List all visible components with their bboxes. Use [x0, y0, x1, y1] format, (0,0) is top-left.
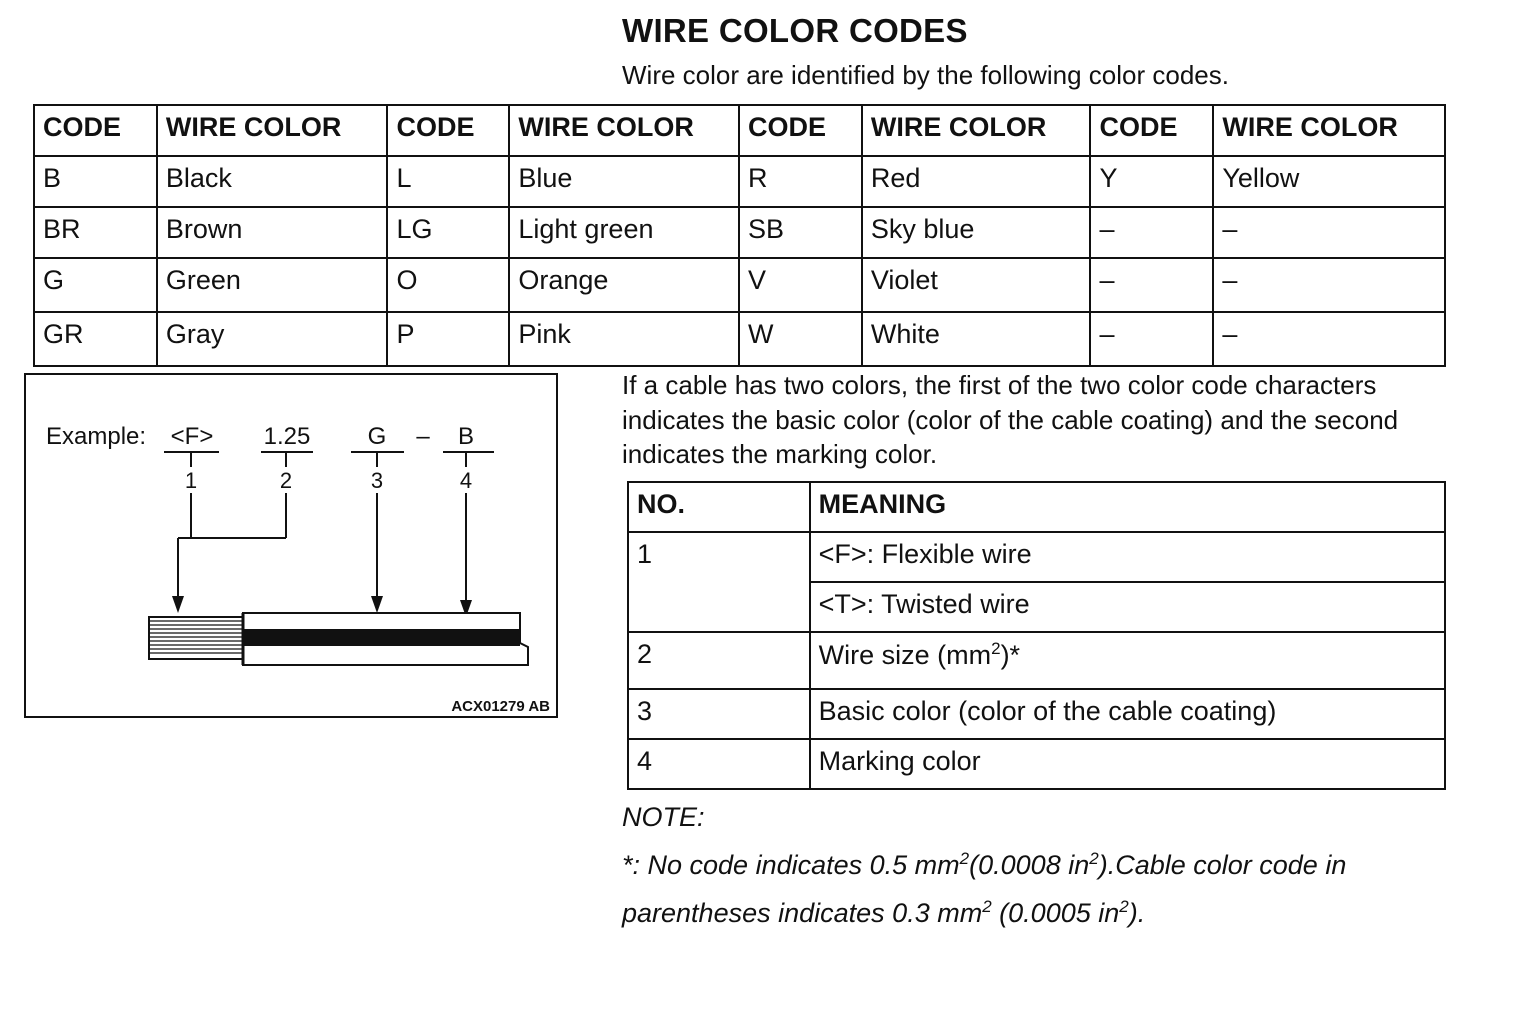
table-cell: – [1213, 207, 1445, 258]
note-line [622, 886, 1346, 934]
table-cell: <T>: Twisted wire [810, 582, 1445, 632]
table-cell: Yellow [1213, 156, 1445, 207]
header-cell: CODE [387, 105, 509, 156]
table-cell: – [1090, 258, 1213, 312]
note-text: ).Cable color code in [1098, 850, 1347, 880]
table-row [34, 207, 1445, 258]
table-cell: – [1213, 312, 1445, 366]
example-part-dash: – [416, 423, 430, 450]
header-cell: CODE [739, 105, 862, 156]
table-row [628, 632, 1445, 689]
table-row [628, 532, 1445, 582]
table-row [34, 312, 1445, 366]
table-header-row [34, 105, 1445, 156]
example-part-flexible: <F> [170, 423, 214, 450]
table-cell: G [34, 258, 157, 312]
header-cell: WIRE COLOR [157, 105, 388, 156]
wire-diagram [26, 375, 560, 720]
superscript: 2 [959, 849, 970, 868]
header-cell: WIRE COLOR [1213, 105, 1445, 156]
table-cell: B [34, 156, 157, 207]
superscript: 2 [1089, 849, 1099, 868]
superscript: 2 [982, 897, 992, 916]
example-part-basic-color: G [367, 423, 387, 450]
callout-number: 1 [184, 468, 198, 493]
page-subtitle: Wire color are identified by the following color codes. [622, 60, 1229, 90]
superscript: 2 [1119, 897, 1129, 916]
table-row [34, 258, 1445, 312]
table-cell: V [739, 258, 862, 312]
table-cell: Green [157, 258, 388, 312]
table-row [628, 739, 1445, 789]
table-row [34, 156, 1445, 207]
header-cell: CODE [34, 105, 157, 156]
wire-illustration [149, 613, 528, 665]
table-cell: LG [387, 207, 509, 258]
wire-example-figure [24, 373, 558, 718]
table-cell: Violet [862, 258, 1091, 312]
figure-code: ACX01279 AB [451, 698, 550, 715]
note-heading: NOTE: [622, 802, 705, 832]
table-cell: Black [157, 156, 388, 207]
table-cell: – [1213, 258, 1445, 312]
table-cell: GR [34, 312, 157, 366]
header-cell: WIRE COLOR [509, 105, 739, 156]
table-cell: Marking color [810, 739, 1445, 789]
table-cell: Sky blue [862, 207, 1091, 258]
table-cell: L [387, 156, 509, 207]
table-cell: <F>: Flexible wire [810, 532, 1445, 582]
code-meaning-table [627, 481, 1446, 790]
note-text: (0.0005 in [991, 898, 1120, 928]
table-cell: Gray [157, 312, 388, 366]
table-cell: O [387, 258, 509, 312]
table-cell: W [739, 312, 862, 366]
table-cell: Y [1090, 156, 1213, 207]
table-cell: SB [739, 207, 862, 258]
table-cell: Light green [509, 207, 739, 258]
table-cell: BR [34, 207, 157, 258]
header-cell: MEANING [810, 482, 1445, 532]
example-part-size: 1.25 [263, 423, 311, 450]
table-cell: Basic color (color of the cable coating) [810, 689, 1445, 739]
table-cell [810, 632, 1445, 689]
table-cell: Pink [509, 312, 739, 366]
table-header-row [628, 482, 1445, 532]
table-cell: – [1090, 207, 1213, 258]
arrow-head [172, 596, 184, 613]
note-text: parentheses indicates 0.3 mm [622, 898, 983, 928]
wire-color-code-table [33, 104, 1446, 367]
note-text: (0.0008 in [969, 850, 1090, 880]
note-text: *: No code indicates 0.5 mm [622, 850, 960, 880]
page-title: WIRE COLOR CODES [622, 12, 968, 49]
table-cell: P [387, 312, 509, 366]
example-part-marking-color: B [457, 423, 475, 450]
example-label: Example: [46, 423, 147, 450]
two-color-explanation: If a cable has two colors, the first of the two color code characters indicates the basic color (color of the cable coating) and the second indicates the marking color. [622, 370, 1399, 469]
table-cell: R [739, 156, 862, 207]
table-cell: Blue [509, 156, 739, 207]
note-block [622, 796, 1346, 934]
table-cell: – [1090, 312, 1213, 366]
table-cell: 4 [628, 739, 810, 789]
table-cell: 3 [628, 689, 810, 739]
header-cell: WIRE COLOR [862, 105, 1091, 156]
table-cell: 2 [628, 632, 810, 689]
header-cell: NO. [628, 482, 810, 532]
table-cell: Orange [509, 258, 739, 312]
table-row [628, 689, 1445, 739]
table-cell: Red [862, 156, 1091, 207]
table-cell: White [862, 312, 1091, 366]
table-cell: 1 [628, 532, 810, 632]
table-cell: Brown [157, 207, 388, 258]
callout-number: 3 [370, 468, 384, 493]
superscript: 2 [991, 639, 1001, 658]
note-text: ). [1128, 898, 1146, 928]
note-line [622, 838, 1346, 886]
header-cell: CODE [1090, 105, 1213, 156]
callout-number: 4 [459, 468, 473, 493]
cell-text: Wire size (mm [818, 640, 992, 670]
cell-text: )* [1000, 640, 1021, 670]
arrow-head [371, 596, 383, 613]
callout-number: 2 [279, 468, 293, 493]
